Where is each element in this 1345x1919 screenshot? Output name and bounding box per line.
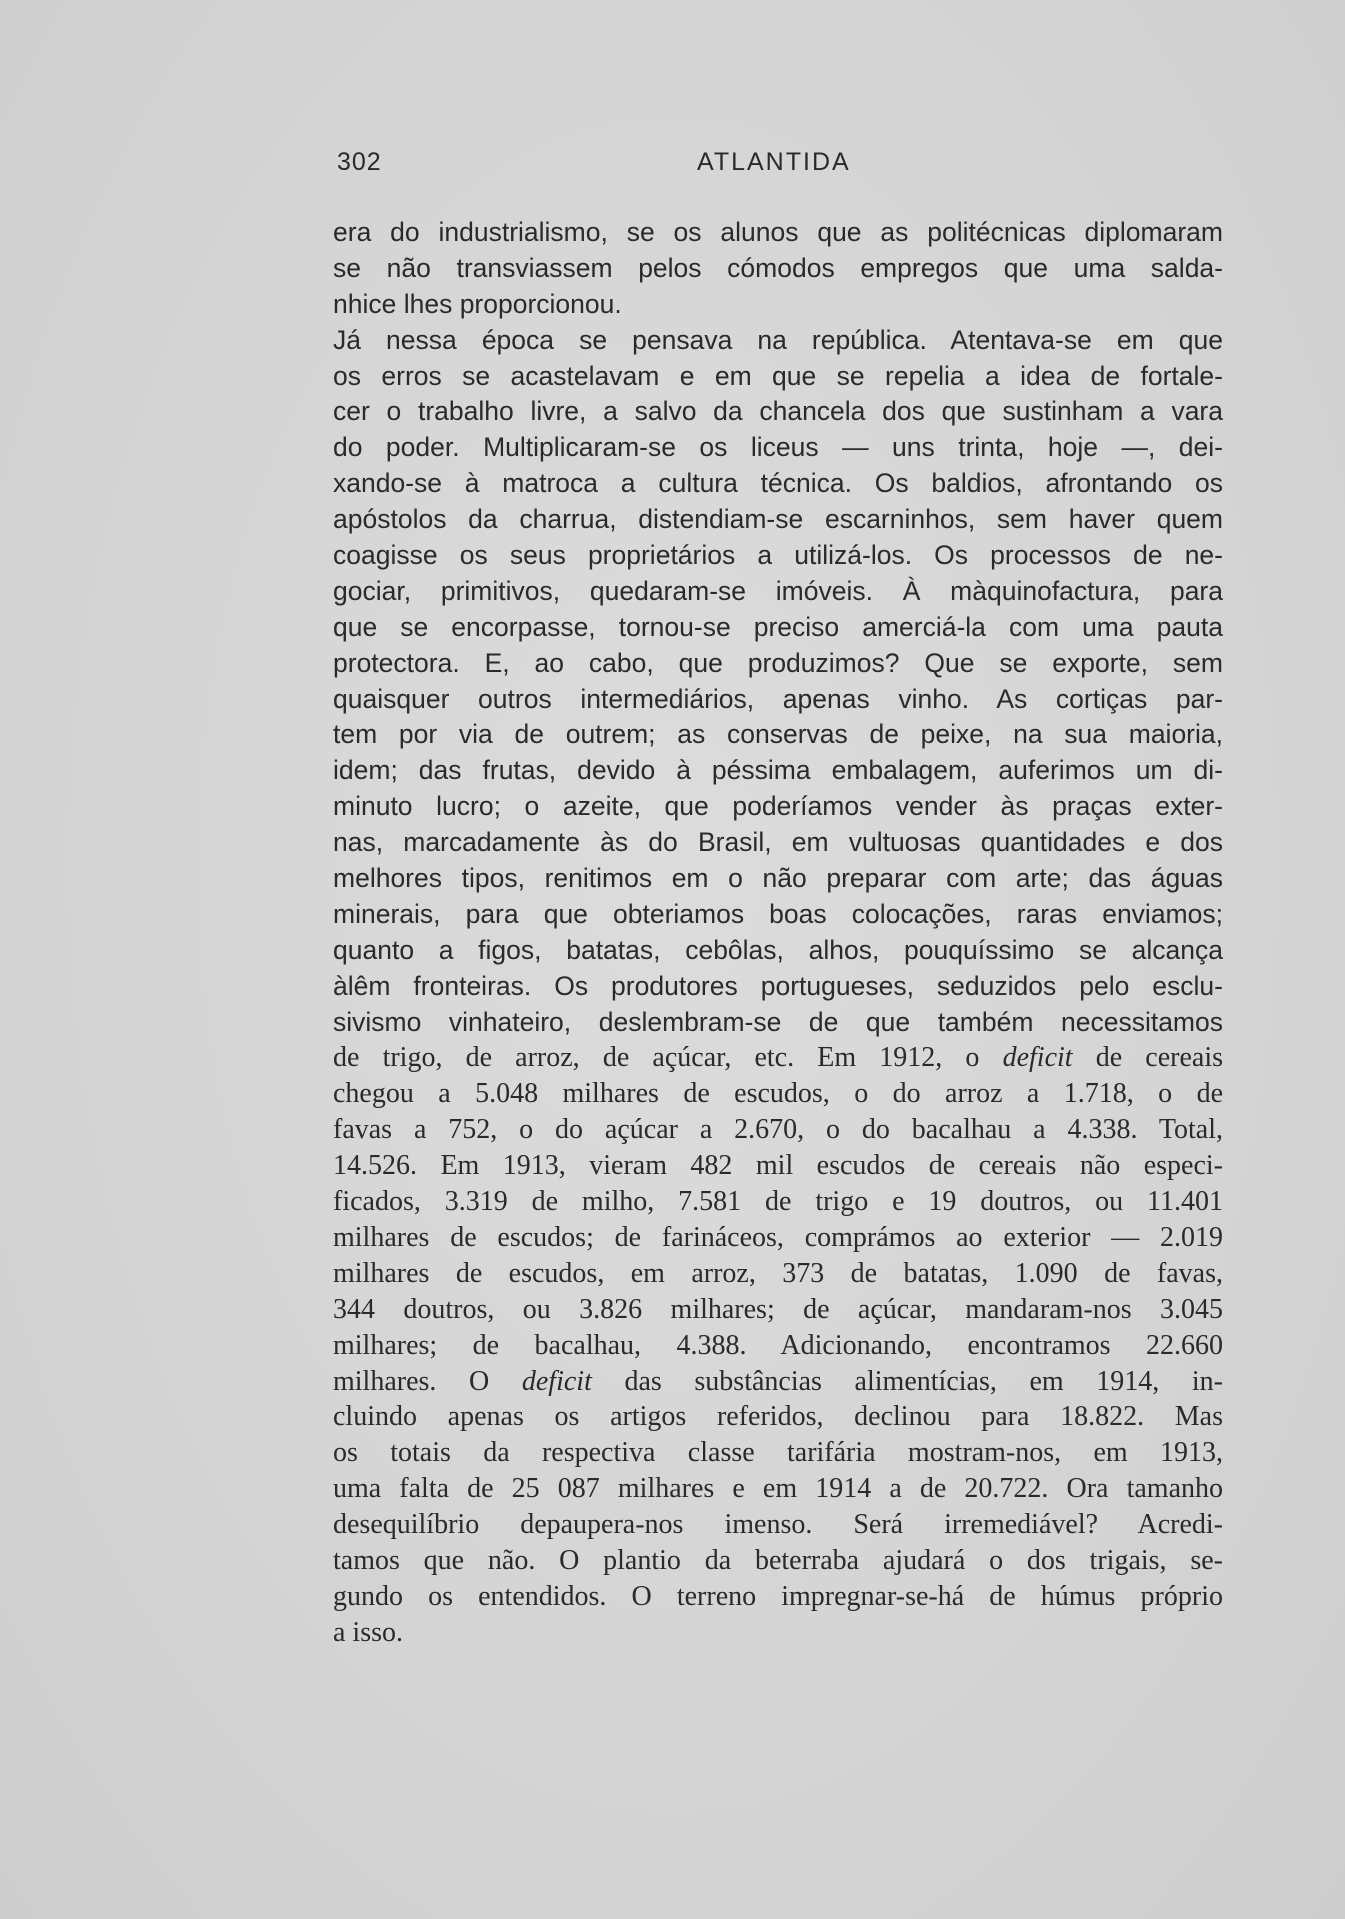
text-line: milhares. O deficit das substâncias alimentícias, em 1914, in-	[333, 1365, 1223, 1397]
text-line: chegou a 5.048 milhares de escudos, o do arroz a 1.718, o de	[333, 1078, 1223, 1110]
text-line: favas a 752, o do açúcar a 2.670, o do bacalhau a 4.338. Total,	[333, 1114, 1223, 1146]
text-line: uma falta de 25 087 milhares e em 1914 a de 20.722. Ora tamanho	[333, 1473, 1223, 1505]
text-line: gociar, primitivos, quedaram-se imóveis. À màquinofactura, para	[333, 575, 1223, 606]
text-line: nas, marcadamente às do Brasil, em vultuosas quantidades e dos	[333, 827, 1223, 858]
text-line: que se encorpasse, tornou-se preciso amerciá-la com uma pauta	[333, 611, 1223, 642]
text-line: tem por via de outrem; as conservas de peixe, na sua maioria,	[333, 719, 1223, 750]
text-line: se não transviassem pelos cómodos empregos que uma salda-	[333, 252, 1223, 283]
text-line: milhares; de bacalhau, 4.388. Adicionando, encontramos 22.660	[333, 1329, 1223, 1361]
text-line: era do industrialismo, se os alunos que as politécnicas diplomaram	[333, 217, 1223, 247]
text-line: os totais da respectiva classe tarifária mostram-nos, em 1913,	[333, 1437, 1223, 1469]
text-line: nhice lhes proporcionou.	[333, 288, 622, 319]
text-line: os erros se acastelavam e em que se repelia a idea de fortale-	[333, 360, 1223, 391]
italic-term: deficit	[1002, 1042, 1073, 1074]
text-line: cluindo apenas os artigos referidos, declinou para 18.822. Mas	[333, 1401, 1223, 1433]
text-line: gundo os entendidos. O terreno impregnar-se-há de húmus próprio	[333, 1580, 1223, 1612]
text-line: de trigo, de arroz, de açúcar, etc. Em 1912, o deficit de cereais	[333, 1042, 1223, 1074]
text-line: a isso.	[333, 1616, 403, 1648]
text-line: sivismo vinhateiro, deslembram-se de que também necessitamos	[333, 1006, 1223, 1037]
text-line: cer o trabalho livre, a salvo da chancela dos que sustinham a vara	[333, 396, 1223, 427]
text-line: xando-se à matroca a cultura técnica. Os baldios, afrontando os	[333, 468, 1223, 499]
text-line: do poder. Multiplicaram-se os liceus — uns trinta, hoje —, dei-	[333, 432, 1223, 463]
text-line: ficados, 3.319 de milho, 7.581 de trigo e 19 doutros, ou 11.401	[333, 1186, 1223, 1218]
text-line: Já nessa época se pensava na república. Atentava-se em que	[333, 324, 1223, 355]
italic-term: deficit	[521, 1365, 592, 1397]
text-line: protectora. E, ao cabo, que produzimos? Que se exporte, sem	[333, 647, 1223, 678]
body-text	[333, 215, 1223, 1651]
text-line: melhores tipos, renitimos em o não preparar com arte; das águas	[333, 863, 1223, 894]
text-line: minerais, para que obteriamos boas colocações, raras enviamos;	[333, 898, 1223, 929]
text-line: milhares de escudos; de farináceos, comprámos ao exterior — 2.019	[333, 1221, 1223, 1253]
text-line: milhares de escudos, em arroz, 373 de batatas, 1.090 de favas,	[333, 1257, 1223, 1289]
text-line: 14.526. Em 1913, vieram 482 mil escudos de cereais não especi-	[333, 1150, 1223, 1182]
text-line: coagisse os seus proprietários a utilizá-los. Os processos de ne-	[333, 540, 1223, 571]
text-line: apóstolos da charrua, distendiam-se escarninhos, sem haver quem	[333, 504, 1223, 535]
text-line: quaisquer outros intermediários, apenas vinho. As cortiças par-	[333, 683, 1223, 714]
text-line: desequilíbrio depaupera-nos imenso. Será irremediável? Acredi-	[333, 1509, 1223, 1541]
text-line: idem; das frutas, devido à péssima embalagem, auferimos um di-	[333, 755, 1223, 786]
text-line: àlêm fronteiras. Os produtores portugueses, seduzidos pelo esclu-	[333, 970, 1223, 1001]
running-head	[337, 148, 1227, 188]
text-line: minuto lucro; o azeite, que poderíamos vender às praças exter-	[333, 791, 1223, 822]
text-line: tamos que não. O plantio da beterraba ajudará o dos trigais, se-	[333, 1544, 1223, 1576]
page-number: 302	[337, 148, 382, 176]
text-line: quanto a figos, batatas, cebôlas, alhos, pouquíssimo se alcança	[333, 934, 1223, 965]
running-title: ATLANTIDA	[697, 148, 851, 176]
text-line: 344 doutros, ou 3.826 milhares; de açúcar, mandaram-nos 3.045	[333, 1293, 1223, 1325]
